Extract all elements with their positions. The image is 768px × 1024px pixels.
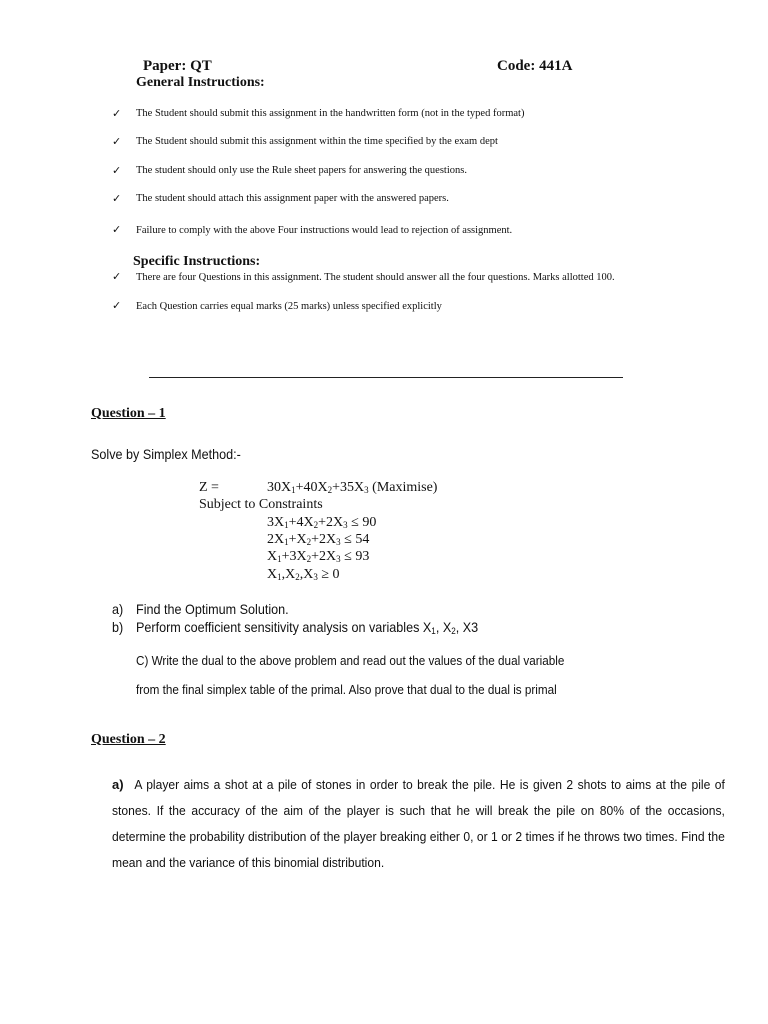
instruction-text: The Student should submit this assignment within the time specified by the exam dept [136,136,498,147]
objective-function: $30X_1+40X_2+35X_3$ (Maximise) [267,480,438,495]
check-icon: ✓ [112,271,122,283]
paper-title: Paper: QT [143,58,212,74]
q1-part-a: Find the Optimum Solution. [136,601,289,617]
objective-type: (Maximise) [372,480,438,495]
check-icon: ✓ [112,193,122,205]
q2-part-a-text: A player aims a shot at a pile of stones in order to break the pile. He is given 2 shots to aims at the pile of stones. If the accuracy of the aim of the player is such that he will break the pile on 80% of the occasions, determine the probability distribution of the player breaking either 0, or 1 or 2 times if he throws two times. Find the mean and the variance of this binomial distribution. [112,777,725,870]
q1-part-a-label: a) [112,601,124,617]
instruction-text: The student should attach this assignment paper with the answered papers. [136,193,449,204]
q1-part-c-line1: C) Write the dual to the above problem and read out the values of the dual variable [136,653,565,668]
instruction-text: The Student should submit this assignment in the handwritten form (not in the typed format) [136,108,525,119]
constraint-3: $X_1+3X_2+2X_3 \le 93$ [267,549,370,564]
question-2-heading: Question – 2 [91,732,166,747]
non-negativity-constraint: $X_1,X_2,X_3 \ge 0$ [267,567,340,582]
instruction-text: There are four Questions in this assignment. The student should answer all the four questions. Marks allotted 100. [136,272,615,283]
constraint-1: $3X_1+4X_2+2X_3 \le 90$ [267,515,377,530]
instruction-text: Each Question carries equal marks (25 marks) unless specified explicitly [136,301,442,312]
check-icon: ✓ [112,224,122,236]
paper-code: Code: 441A [497,58,573,74]
check-icon: ✓ [112,136,122,148]
q2-part-a-container [112,772,725,876]
subject-to-label: Subject to Constraints [199,497,323,512]
q1-intro: Solve by Simplex Method:- [91,446,241,462]
q1-part-b-label: b) [112,619,124,635]
general-instructions-heading: General Instructions: [136,75,265,90]
q1-part-c-line2: from the final simplex table of the primal. Also prove that dual to the dual is primal [136,682,557,697]
check-icon: ✓ [112,300,122,312]
question-1-heading: Question – 1 [91,406,166,421]
section-divider [149,377,623,378]
z-label: Z = [199,480,219,495]
q2-part-a-label: a) [112,777,124,792]
instruction-text: Failure to comply with the above Four instructions would lead to rejection of assignment. [136,225,513,236]
q1-part-b: Perform coefficient sensitivity analysis on variables $X_1$, $X_2$, X3 [136,619,479,636]
check-icon: ✓ [112,165,122,177]
instruction-text: The student should only use the Rule sheet papers for answering the questions. [136,165,467,176]
check-icon: ✓ [112,108,122,120]
constraint-2: $2X_1+X_2+2X_3 \le 54$ [267,532,370,547]
specific-instructions-heading: Specific Instructions: [133,254,261,269]
q1-part-b-text: Perform coefficient sensitivity analysis on variables X [136,619,432,635]
